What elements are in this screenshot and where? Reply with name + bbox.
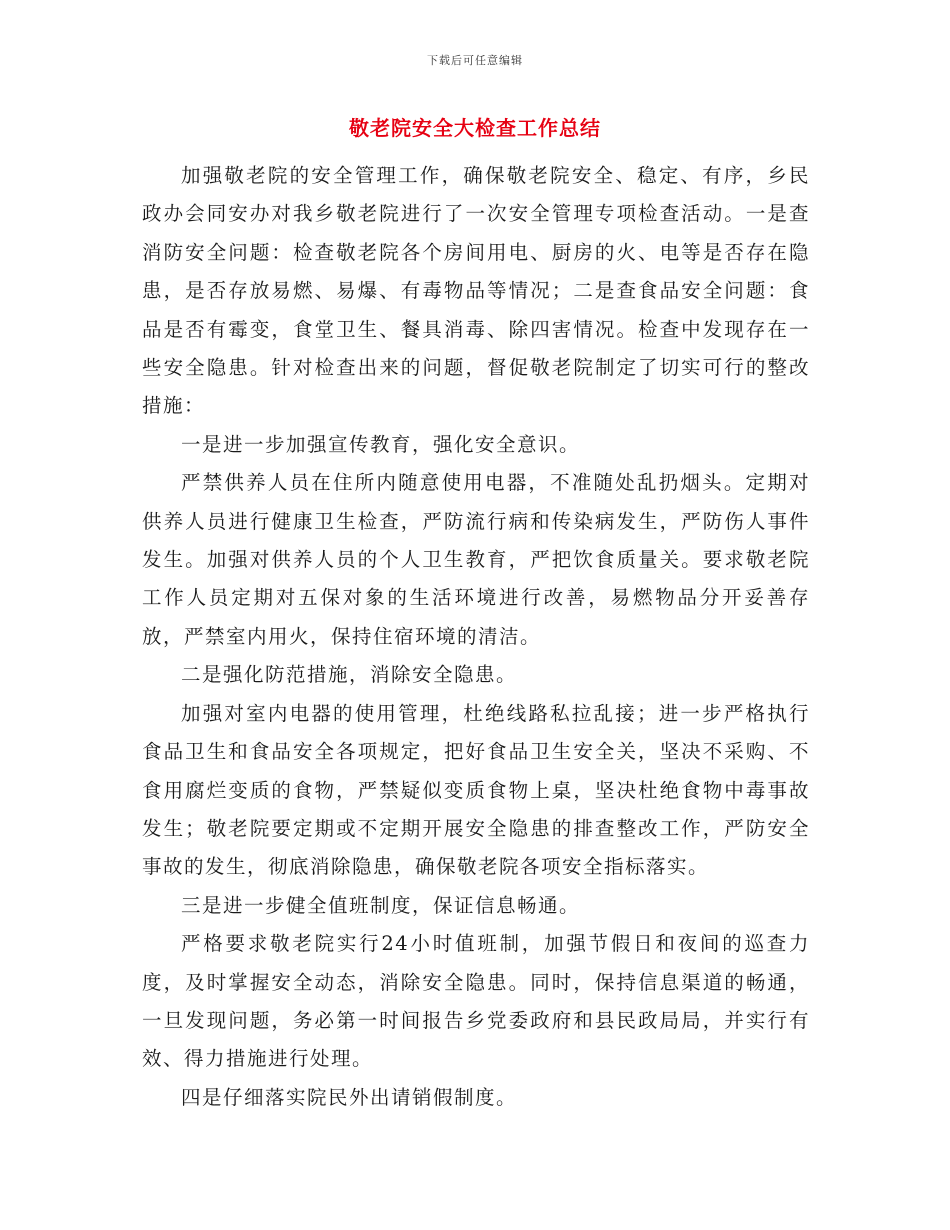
paragraph-heading-2: 二是强化防范措施，消除安全隐患。 <box>181 663 518 687</box>
paragraph-body-2: 加强对室内电器的使用管理，杜绝线路私拉乱接；进一步严格执行食品卫生和食品安全各项规定，把好食品卫生安全关，坚决不采购、不食用腐烂变质的食物，严禁疑似变质食物上桌，坚决杜绝食物中毒事故发生；敬老院要定期或不定期开展安全隐患的排查整改工作，严防安全事故的发生，彻底消除隐患，确保敬老院各项安全指标落实。 <box>142 701 810 879</box>
paragraph-heading-1: 一是进一步加强宣传教育，强化安全意识。 <box>181 432 581 456</box>
header-note: 下载后可任意编辑 <box>427 54 523 67</box>
paragraph-body-1: 严禁供养人员在住所内随意使用电器，不准随处乱扔烟头。定期对供养人员进行健康卫生检查，严防流行病和传染病发生，严防伤人事件发生。加强对供养人员的个人卫生教育，严把饮食质量关。要求敬老院工作人员定期对五保对象的生活环境进行改善，易燃物品分开妥善存放，严禁室内用火，保持住宿环境的清洁。 <box>142 471 810 648</box>
paragraph-intro: 加强敬老院的安全管理工作，确保敬老院安全、稳定、有序，乡民政办会同安办对我乡敬老院进行了一次安全管理专项检查活动。一是查消防安全问题：检查敬老院各个房间用电、厨房的火、电等是否存在隐患，是否存放易燃、易爆、有毒物品等情况；二是查食品安全问题：食品是否有霉变，食堂卫生、餐具消毒、除四害情况。检查中发现存在一些安全隐患。针对检查出来的问题，督促敬老院制定了切实可行的整改措施： <box>142 164 810 418</box>
document-body <box>142 157 810 1117</box>
document-title: 敬老院安全大检查工作总结 <box>349 116 601 140</box>
paragraph-body-3: 严格要求敬老院实行24小时值班制，加强节假日和夜间的巡查力度，及时掌握安全动态，消除安全隐患。同时，保持信息渠道的畅通，一旦发现问题，务必第一时间报告乡党委政府和县民政局局，并实行有效、得力措施进行处理。 <box>142 932 810 1071</box>
paragraph-heading-3: 三是进一步健全值班制度，保证信息畅通。 <box>181 893 581 917</box>
paragraph-heading-4: 四是仔细落实院民外出请销假制度。 <box>181 1085 518 1109</box>
